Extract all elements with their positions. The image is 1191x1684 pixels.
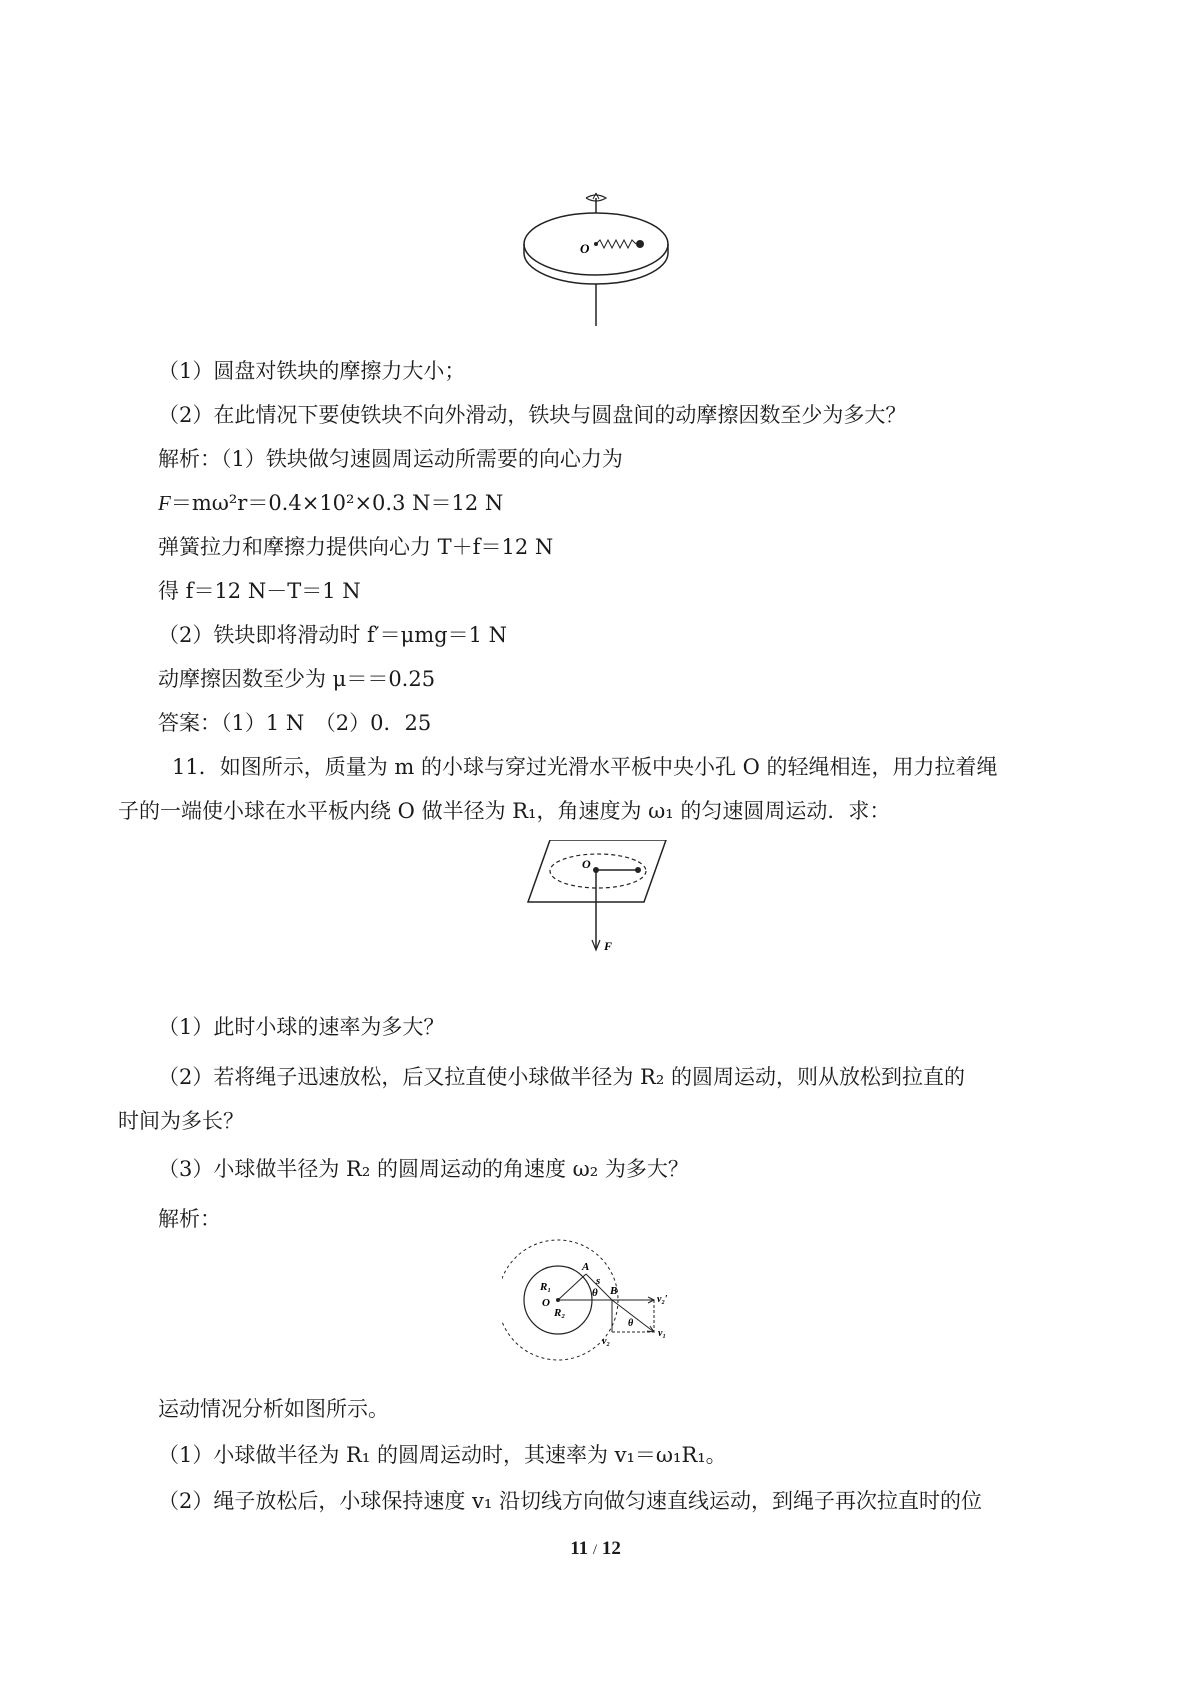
q11-sub2-line1: （2）若将绳子迅速放松，后又拉直使小球做半径为 R₂ 的圆周运动，则从放松到拉直的: [158, 1065, 965, 1089]
q11-motion: 运动情况分析如图所示。: [158, 1397, 389, 1421]
q10-eq4: （2）铁块即将滑动时 f′＝μmg＝1 N: [158, 623, 507, 647]
point-a-label: A: [582, 1261, 590, 1273]
eq1-force-symbol: F: [158, 491, 171, 515]
pull-force-label: F: [604, 939, 613, 953]
distance-s-label: s: [596, 1275, 601, 1287]
theta-velocity-label: θ: [628, 1318, 634, 1329]
q11-sub1: （1）此时小球的速率为多大？: [158, 1015, 445, 1039]
radius-r1-label: R₁: [540, 1281, 552, 1293]
page-total: 12: [601, 1538, 621, 1559]
q10-eq3: 得 f＝12 N－T＝1 N: [158, 579, 361, 603]
figure-disc-spring: [516, 178, 686, 328]
page-current: 11: [570, 1538, 589, 1559]
q10-sub2: （2）在此情况下要使铁块不向外滑动，铁块与圆盘间的动摩擦因数至少为多大？: [158, 403, 907, 427]
point-b-label: B: [610, 1285, 618, 1297]
page-number: [0, 1538, 1191, 1560]
q11-sub2-line2: 时间为多长？: [118, 1109, 244, 1133]
disc-diagram: [516, 178, 686, 328]
figure-motion-analysis: [502, 1236, 702, 1364]
q10-analysis-head: 解析：（1）铁块做匀速圆周运动所需要的向心力为: [158, 447, 623, 471]
q11-step2: （2）绳子放松后，小球保持速度 v₁ 沿切线方向做匀速直线运动，到绳子再次拉直时的位: [158, 1489, 982, 1513]
q11-step1: （1）小球做半径为 R₁ 的圆周运动时，其速率为 v₁＝ω₁R₁。: [158, 1443, 727, 1467]
q10-sub1: （1）圆盘对铁块的摩擦力大小；: [158, 359, 466, 383]
q11-analysis-head: 解析：: [158, 1207, 221, 1231]
figure-plate-hole: [526, 840, 676, 982]
disc-center-label: O: [580, 241, 590, 256]
plate-diagram: [526, 840, 676, 982]
plate-hole-label: O: [582, 857, 591, 871]
q11-sub3: （3）小球做半径为 R₂ 的圆周运动的角速度 ω₂ 为多大？: [158, 1157, 689, 1181]
q11-stem-line2: 子的一端使小球在水平板内绕 O 做半径为 R₁，角速度为 ω₁ 的匀速圆周运动．求：: [118, 799, 891, 823]
q10-eq2: 弹簧拉力和摩擦力提供向心力 T＋f＝12 N: [158, 535, 554, 559]
velocity-v2-prime-label: v₂′: [657, 1294, 668, 1305]
velocity-v2-label: v₂: [602, 1336, 610, 1347]
eq1-expression: ＝mω²r＝0.4×10²×0.3 N＝12 N: [170, 491, 504, 515]
velocity-v1-label: v₁: [658, 1328, 666, 1339]
theta-label: θ: [592, 1287, 598, 1299]
q10-answer: 答案：（1）1 N （2）0．25: [158, 711, 432, 735]
center-o-label: O: [542, 1297, 550, 1309]
q10-eq5: 动摩擦因数至少为 μ＝＝0.25: [158, 667, 436, 691]
q10-eq1: [158, 488, 503, 518]
q11-stem-line1: 11．如图所示，质量为 m 的小球与穿过光滑水平板中央小孔 O 的轻绳相连，用力拉着绳: [172, 755, 998, 779]
radius-r2-label: R₂: [554, 1307, 566, 1319]
page-separator: /: [592, 1542, 598, 1558]
motion-diagram: [502, 1236, 702, 1364]
